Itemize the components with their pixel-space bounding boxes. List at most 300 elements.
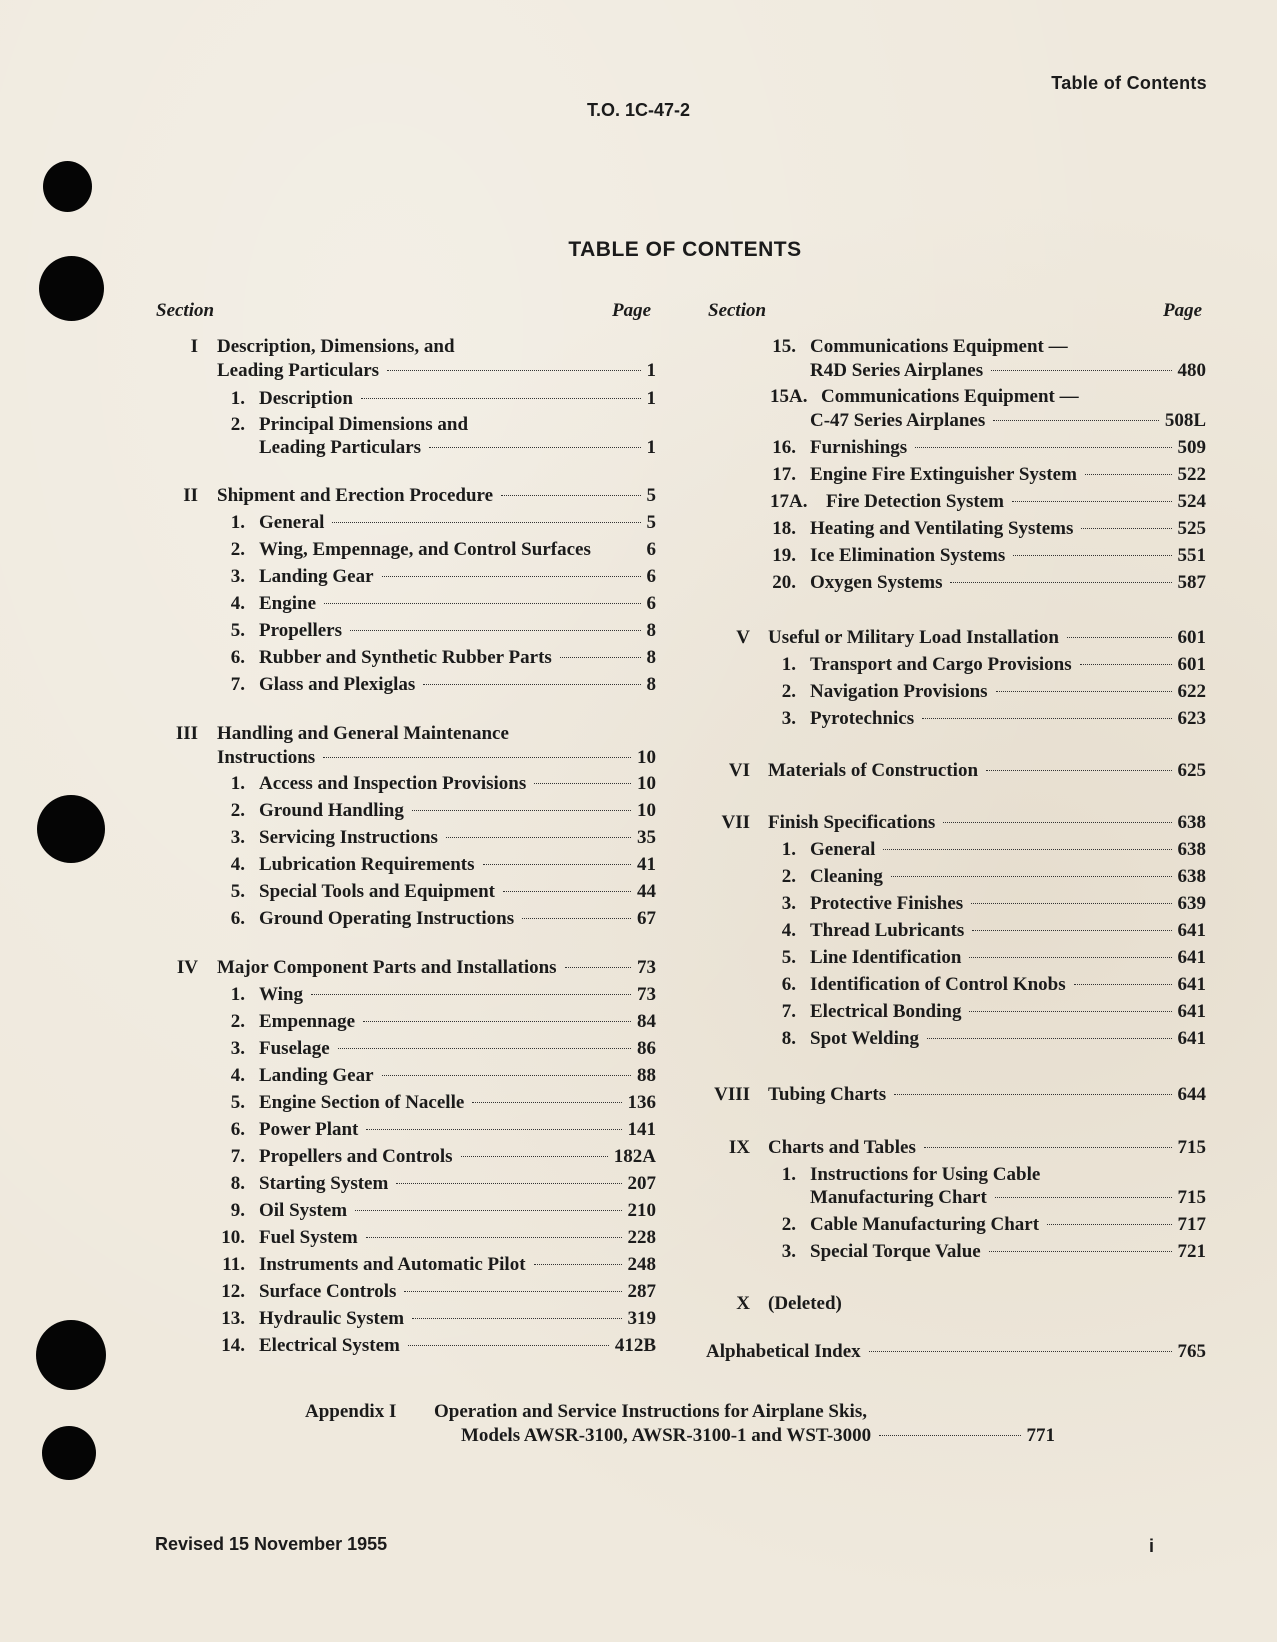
entry-title: Fire Detection System	[826, 491, 1004, 512]
toc-entry[interactable]	[810, 708, 1206, 730]
section-title: Description, Dimensions, and	[217, 336, 455, 357]
dot-leader	[396, 1183, 621, 1184]
item-number: 4.	[230, 593, 245, 614]
entry-title: Oil System	[259, 1200, 348, 1221]
entry-page: 73	[637, 984, 656, 1005]
item-number: 16.	[772, 437, 796, 458]
item-number: 10.	[221, 1227, 245, 1248]
entry-title: Instruments and Automatic Pilot	[259, 1254, 526, 1275]
toc-entry[interactable]	[259, 1146, 656, 1168]
entry-page: 587	[1177, 572, 1206, 593]
section-title: Handling and General Maintenance	[217, 723, 509, 744]
entry-title: Propellers	[259, 620, 343, 641]
entry-title: Starting System	[259, 1173, 389, 1194]
item-number: 5.	[230, 881, 245, 902]
section-number: V	[736, 627, 750, 648]
entry-title: Spot Welding	[810, 1028, 919, 1049]
toc-entry[interactable]	[259, 854, 656, 876]
entry-title: Useful or Military Load Installation	[768, 627, 1059, 648]
toc-entry[interactable]	[810, 1187, 1206, 1209]
item-number: 13.	[221, 1308, 245, 1329]
toc-entry[interactable]	[810, 974, 1206, 996]
entry-title: C-47 Series Airplanes	[810, 410, 986, 431]
entry-title: Leading Particulars	[217, 360, 380, 381]
entry-title: Hydraulic System	[259, 1308, 405, 1329]
entry-title: Alphabetical Index	[706, 1341, 861, 1362]
entry-page: 73	[637, 957, 656, 978]
entry-page: 551	[1177, 545, 1206, 566]
toc-entry[interactable]	[768, 1137, 1206, 1159]
toc-entry[interactable]	[259, 674, 656, 696]
toc-entry[interactable]	[259, 827, 656, 849]
item-number: 2.	[230, 1011, 245, 1032]
entry-title: Identification of Control Knobs	[810, 974, 1066, 995]
entry-title: Principal Dimensions and	[259, 414, 469, 435]
revision-date: Revised 15 November 1955	[155, 1534, 388, 1554]
entry-page: 8	[646, 647, 656, 668]
entry-title: Line Identification	[810, 947, 962, 968]
item-number: 3.	[230, 827, 245, 848]
toc-entry[interactable]	[259, 437, 656, 459]
dot-leader	[501, 495, 640, 496]
right-page-header: Page	[1163, 300, 1203, 321]
item-number: 4.	[781, 920, 796, 941]
toc-entry[interactable]	[810, 1241, 1206, 1263]
entry-page: 641	[1177, 920, 1206, 941]
toc-entry[interactable]	[259, 984, 656, 1006]
entry-title: Lubrication Requirements	[259, 854, 475, 875]
item-number: 3.	[781, 1241, 796, 1262]
toc-entry[interactable]	[217, 360, 656, 382]
toc-entry[interactable]	[259, 539, 656, 561]
dot-leader	[311, 994, 631, 995]
item-number: 1.	[781, 654, 796, 675]
dot-leader	[522, 918, 631, 919]
section-number: VIII	[714, 1084, 750, 1105]
entry-page: 207	[627, 1173, 656, 1194]
dot-leader	[472, 1102, 621, 1103]
entry-title: Fuel System	[259, 1227, 358, 1248]
item-number: 1.	[230, 984, 245, 1005]
dot-leader	[404, 1291, 621, 1292]
toc-entry[interactable]	[810, 1001, 1206, 1023]
entry-page: 717	[1177, 1214, 1206, 1235]
toc-entry[interactable]	[259, 881, 656, 903]
entry-page: 10	[637, 747, 656, 768]
dot-leader	[1047, 1224, 1171, 1225]
entry-page: 44	[637, 881, 656, 902]
dot-leader	[991, 370, 1171, 371]
dot-leader	[423, 684, 640, 685]
entry-title: Instructions	[217, 747, 316, 768]
toc-entry[interactable]	[768, 1084, 1206, 1106]
section-number: III	[175, 723, 198, 744]
entry-title: Landing Gear	[259, 566, 374, 587]
toc-entry[interactable]	[259, 1200, 656, 1222]
toc-entry[interactable]	[259, 1254, 656, 1276]
appendix-label: Appendix I	[305, 1401, 397, 1422]
toc-entry[interactable]	[826, 491, 1206, 513]
section-title[interactable]: (Deleted)	[768, 1293, 842, 1314]
toc-entry[interactable]	[259, 566, 656, 588]
toc-entry[interactable]	[810, 572, 1206, 594]
dot-leader	[1067, 637, 1172, 638]
entry-title: Wing	[259, 984, 304, 1005]
dot-leader	[446, 837, 631, 838]
entry-page: 5	[646, 512, 656, 533]
entry-page: 601	[1177, 627, 1206, 648]
toc-entry[interactable]	[259, 1038, 656, 1060]
entry-page: 771	[1026, 1425, 1055, 1446]
item-number: 3.	[230, 1038, 245, 1059]
item-number: 14.	[221, 1335, 245, 1356]
item-number: 11.	[222, 1254, 245, 1275]
binder-hole	[37, 795, 105, 863]
left-section-header: Section	[156, 300, 215, 321]
entry-page: 319	[627, 1308, 656, 1329]
entry-page: 287	[627, 1281, 656, 1302]
dot-leader	[971, 903, 1171, 904]
dot-leader	[924, 1147, 1172, 1148]
entry-page: 141	[627, 1119, 656, 1140]
entry-page: 524	[1177, 491, 1206, 512]
entry-page: 525	[1177, 518, 1206, 539]
toc-entry[interactable]	[810, 545, 1206, 567]
toc-entry[interactable]	[259, 773, 656, 795]
dot-leader	[387, 370, 640, 371]
dot-leader	[969, 1011, 1171, 1012]
entry-page: 10	[637, 800, 656, 821]
entry-title: Cable Manufacturing Chart	[810, 1214, 1040, 1235]
dot-leader	[996, 691, 1172, 692]
item-number: 8.	[230, 1173, 245, 1194]
dot-leader	[534, 783, 631, 784]
toc-entry[interactable]	[768, 812, 1206, 834]
entry-page: 509	[1177, 437, 1206, 458]
toc-entry[interactable]	[768, 760, 1206, 782]
entry-page: 86	[637, 1038, 656, 1059]
entry-title: Navigation Provisions	[810, 681, 988, 702]
item-number: 3.	[781, 893, 796, 914]
entry-title: Landing Gear	[259, 1065, 374, 1086]
entry-page: 35	[637, 827, 656, 848]
item-number: 1.	[781, 839, 796, 860]
entry-title: Special Torque Value	[810, 1241, 981, 1262]
entry-page: 641	[1177, 1001, 1206, 1022]
entry-page: 136	[627, 1092, 656, 1113]
entry-page: 639	[1177, 893, 1206, 914]
entry-page: 412B	[614, 1335, 656, 1356]
toc-entry[interactable]	[810, 360, 1206, 382]
toc-entry[interactable]	[810, 410, 1206, 432]
entry-page: 508L	[1164, 410, 1206, 431]
entry-page: 8	[646, 620, 656, 641]
entry-page: 641	[1177, 974, 1206, 995]
entry-title: Instructions for Using Cable	[810, 1164, 1041, 1185]
binder-hole	[36, 1320, 106, 1390]
entry-page: 84	[637, 1011, 656, 1032]
entry-title: Communications Equipment —	[810, 336, 1068, 357]
item-number: 2.	[781, 1214, 796, 1235]
toc-entry[interactable]	[259, 512, 656, 534]
entry-title: Furnishings	[810, 437, 908, 458]
dot-leader	[366, 1237, 622, 1238]
right-section-header: Section	[708, 300, 767, 321]
entry-title: Transport and Cargo Provisions	[810, 654, 1072, 675]
document-number: T.O. 1C-47-2	[586, 100, 691, 120]
binder-hole	[43, 161, 92, 212]
toc-entry[interactable]	[810, 518, 1206, 540]
entry-page: 715	[1177, 1187, 1206, 1208]
toc-entry[interactable]	[810, 893, 1206, 915]
item-number: 17.	[772, 464, 796, 485]
toc-entry[interactable]	[259, 1092, 656, 1114]
dot-leader	[503, 891, 631, 892]
dot-leader	[560, 657, 641, 658]
dot-leader	[429, 447, 640, 448]
binder-hole	[39, 256, 104, 321]
toc-entry[interactable]	[810, 464, 1206, 486]
entry-page: 1	[646, 388, 656, 409]
item-number: 9.	[230, 1200, 245, 1221]
entry-page: 715	[1177, 1137, 1206, 1158]
item-number: 17A.	[770, 491, 808, 512]
entry-title: Empennage	[259, 1011, 356, 1032]
entry-page: 721	[1177, 1241, 1206, 1262]
entry-title: Ice Elimination Systems	[810, 545, 1006, 566]
entry-title: Models AWSR-3100, AWSR-3100-1 and WST-3000	[461, 1425, 872, 1446]
entry-title: Leading Particulars	[259, 437, 422, 458]
entry-page: 8	[646, 674, 656, 695]
entry-title: Ground Operating Instructions	[259, 908, 515, 929]
toc-entry[interactable]	[810, 437, 1206, 459]
dot-leader	[969, 957, 1171, 958]
section-number: VII	[721, 812, 750, 833]
entry-title: Heating and Ventilating Systems	[810, 518, 1074, 539]
entry-title: R4D Series Airplanes	[810, 360, 984, 381]
toc-entry[interactable]	[217, 485, 656, 507]
entry-title: Shipment and Erection Procedure	[217, 485, 494, 506]
item-number: 4.	[230, 854, 245, 875]
entry-title: Cleaning	[810, 866, 883, 887]
entry-title: Servicing Instructions	[259, 827, 438, 848]
entry-page: 5	[646, 485, 656, 506]
toc-entry[interactable]	[810, 1214, 1206, 1236]
entry-title: Thread Lubricants	[810, 920, 965, 941]
item-number: 4.	[230, 1065, 245, 1086]
section-number: IV	[176, 957, 198, 978]
entry-page: 182A	[613, 1146, 656, 1167]
entry-title: Finish Specifications	[768, 812, 936, 833]
entry-title: Engine Section of Nacelle	[259, 1092, 465, 1113]
toc-entry[interactable]	[217, 957, 656, 979]
entry-title: Communications Equipment —	[821, 386, 1079, 407]
toc-entry[interactable]	[259, 1227, 656, 1249]
toc-entry[interactable]	[810, 681, 1206, 703]
item-number: 6.	[230, 647, 245, 668]
dot-leader	[894, 1094, 1171, 1095]
entry-title: Major Component Parts and Installations	[217, 957, 557, 978]
toc-entry[interactable]	[259, 1335, 656, 1357]
entry-page: 641	[1177, 947, 1206, 968]
item-number: 5.	[230, 620, 245, 641]
entry-page: 765	[1177, 1341, 1206, 1362]
toc-entry[interactable]	[259, 1011, 656, 1033]
appendix-title: Operation and Service Instructions for Airplane Skis,	[434, 1401, 867, 1422]
item-number: 7.	[230, 674, 245, 695]
item-number: 1.	[230, 512, 245, 533]
entry-page: 6	[646, 566, 656, 587]
entry-page: 10	[637, 773, 656, 794]
dot-leader	[412, 1318, 621, 1319]
left-page-header: Page	[612, 300, 652, 321]
dot-leader	[891, 876, 1172, 877]
item-number: 20.	[772, 572, 796, 593]
dot-leader	[382, 1075, 631, 1076]
item-number: 8.	[781, 1028, 796, 1049]
running-header: Table of Contents	[1051, 73, 1207, 93]
dot-leader	[950, 582, 1171, 583]
dot-leader	[993, 420, 1159, 421]
section-number: X	[736, 1293, 750, 1314]
entry-title: Power Plant	[259, 1119, 359, 1140]
entry-page: 638	[1177, 839, 1206, 860]
binder-hole	[42, 1426, 96, 1480]
toc-entry[interactable]	[768, 627, 1206, 649]
item-number: 5.	[230, 1092, 245, 1113]
toc-entry[interactable]	[259, 1308, 656, 1330]
toc-entry[interactable]	[259, 1173, 656, 1195]
entry-title: Engine Fire Extinguisher System	[810, 464, 1077, 485]
toc-entry[interactable]	[259, 388, 656, 410]
dot-leader	[361, 398, 641, 399]
entry-page: 480	[1177, 360, 1206, 381]
entry-title: Oxygen Systems	[810, 572, 943, 593]
dot-leader	[461, 1156, 608, 1157]
entry-page: 625	[1177, 760, 1206, 781]
item-number: 7.	[230, 1146, 245, 1167]
section-number: I	[190, 336, 198, 357]
entry-title: Engine	[259, 593, 317, 614]
toc-entry[interactable]	[217, 747, 656, 769]
entry-title: General	[810, 839, 876, 860]
item-number: 18.	[772, 518, 796, 539]
toc-entry[interactable]	[259, 620, 656, 642]
dot-leader	[995, 1197, 1172, 1198]
section-number: IX	[728, 1137, 750, 1158]
entry-title: Wing, Empennage, and Control Surfaces	[259, 539, 591, 560]
toc-entry[interactable]	[259, 1119, 656, 1141]
entry-title: Rubber and Synthetic Rubber Parts	[259, 647, 552, 668]
toc-entry[interactable]	[810, 947, 1206, 969]
item-number: 5.	[781, 947, 796, 968]
toc-entry[interactable]	[259, 800, 656, 822]
entry-title: Fuselage	[259, 1038, 330, 1059]
entry-page: 6	[646, 539, 656, 560]
dot-leader	[363, 1021, 631, 1022]
item-number: 6.	[230, 908, 245, 929]
toc-entry[interactable]	[810, 839, 1206, 861]
toc-entry[interactable]	[259, 1065, 656, 1087]
item-number: 15.	[772, 336, 796, 357]
entry-title: Pyrotechnics	[810, 708, 915, 729]
dot-leader	[943, 822, 1171, 823]
toc-entry[interactable]	[259, 593, 656, 615]
dot-leader	[323, 757, 631, 758]
entry-page: 638	[1177, 812, 1206, 833]
entry-page: 1	[646, 437, 656, 458]
dot-leader	[534, 1264, 622, 1265]
section-number: II	[183, 485, 198, 506]
dot-leader	[408, 1345, 609, 1346]
item-number: 3.	[781, 708, 796, 729]
dot-leader	[332, 522, 640, 523]
item-number: 2.	[781, 866, 796, 887]
dot-leader	[355, 1210, 621, 1211]
dot-leader	[1081, 528, 1171, 529]
dot-leader	[565, 967, 631, 968]
dot-leader	[366, 1129, 621, 1130]
toc-entry[interactable]	[810, 1028, 1206, 1050]
toc-entry[interactable]	[810, 654, 1206, 676]
toc-entry[interactable]	[706, 1341, 1206, 1363]
item-number: 1.	[230, 388, 245, 409]
entry-page: 6	[646, 593, 656, 614]
toc-entry[interactable]	[259, 647, 656, 669]
toc-entry[interactable]	[259, 1281, 656, 1303]
dot-leader	[1013, 555, 1171, 556]
entry-title: Charts and Tables	[768, 1137, 916, 1158]
dot-leader	[972, 930, 1171, 931]
dot-leader	[883, 849, 1171, 850]
dot-leader	[1085, 474, 1172, 475]
entry-title: Electrical Bonding	[810, 1001, 962, 1022]
item-number: 2.	[781, 681, 796, 702]
dot-leader	[382, 576, 641, 577]
entry-page: 1	[646, 360, 656, 381]
entry-page: 638	[1177, 866, 1206, 887]
entry-page: 210	[627, 1200, 656, 1221]
entry-page: 228	[627, 1227, 656, 1248]
entry-title: General	[259, 512, 325, 533]
toc-entry[interactable]	[259, 908, 656, 930]
dot-leader	[338, 1048, 631, 1049]
entry-title: Ground Handling	[259, 800, 404, 821]
entry-page: 88	[637, 1065, 656, 1086]
item-number: 2.	[230, 539, 245, 560]
entry-page: 623	[1177, 708, 1206, 729]
dot-leader	[927, 1038, 1172, 1039]
entry-page: 641	[1177, 1028, 1206, 1049]
entry-title: Glass and Plexiglas	[259, 674, 416, 695]
entry-title: Electrical System	[259, 1335, 400, 1356]
toc-entry[interactable]	[810, 866, 1206, 888]
toc-entry[interactable]	[461, 1425, 1055, 1447]
entry-page: 41	[637, 854, 656, 875]
entry-title: Tubing Charts	[768, 1084, 887, 1105]
page-title: TABLE OF CONTENTS	[568, 238, 802, 261]
dot-leader	[1080, 664, 1172, 665]
dot-leader	[989, 1251, 1172, 1252]
dot-leader	[412, 810, 631, 811]
entry-page: 644	[1177, 1084, 1206, 1105]
toc-entry[interactable]	[810, 920, 1206, 942]
dot-leader	[869, 1351, 1172, 1352]
dot-leader	[986, 770, 1171, 771]
entry-title: Manufacturing Chart	[810, 1187, 987, 1208]
entry-title: Access and Inspection Provisions	[259, 773, 527, 794]
item-number: 15A.	[770, 386, 808, 407]
